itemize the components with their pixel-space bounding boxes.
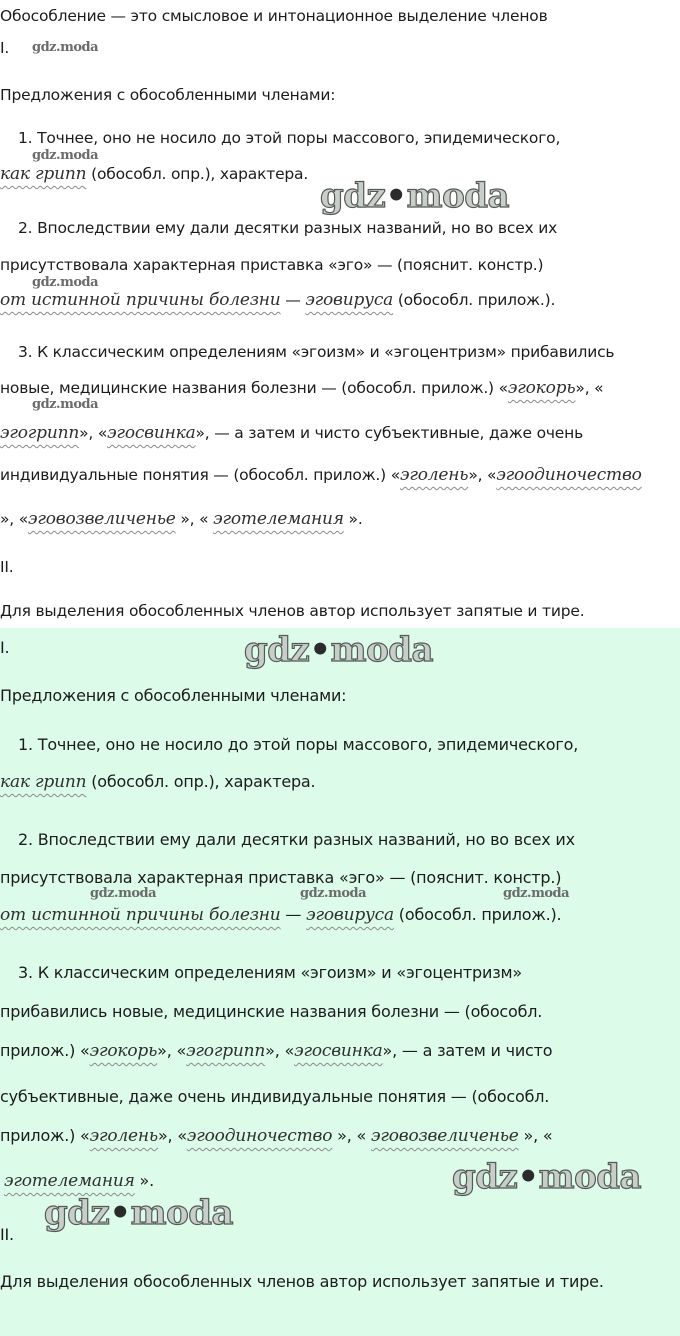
text: ».: [134, 1171, 155, 1190]
italic-egolen: эголень: [400, 465, 469, 485]
italic-egovelichenie: эговозвеличенье: [371, 1126, 519, 1146]
section-header: Предложения с обособленными членами:: [0, 86, 336, 104]
dash: —: [280, 905, 307, 924]
text: (обособл. прилож.).: [393, 291, 556, 309]
italic-egosvinka: эгосвинка: [294, 1041, 383, 1061]
watermark-dot: •: [309, 630, 331, 670]
watermark-dot: •: [517, 1157, 539, 1197]
watermark-word: moda: [130, 1193, 234, 1233]
italic-egolen: эголень: [89, 1126, 158, 1146]
watermark-small: gdz.moda: [503, 886, 570, 901]
sentence-2-line-2: присутствовала характерная приставка «эго» — (пояснит. констр.): [0, 256, 544, 274]
text: », «: [175, 510, 214, 528]
watermark-word: gdz: [44, 1193, 110, 1233]
text: », «: [468, 466, 497, 484]
watermark-small: gdz.moda: [300, 886, 367, 901]
text: », «: [79, 424, 108, 442]
italic-egogripp: эгогрипп: [0, 423, 80, 443]
italic-egovirusa: эговируса: [305, 290, 394, 310]
text: новые, медицинские названия болезни — (обособл. прилож.) «: [0, 379, 508, 397]
italic-phrase: от истинной причины болезни: [0, 290, 281, 310]
watermark-small: gdz.moda: [32, 397, 99, 412]
sentence-2-line-1: 2. Впоследствии ему дали десятки разных названий, но во всех их: [18, 830, 575, 849]
italic-egotelemania: эготелемания: [4, 1171, 135, 1191]
text: (обособл. опр.), характера.: [86, 772, 316, 791]
text: прилож.) «: [0, 1126, 90, 1145]
sentence-1-line-1: 1. Точнее, оно не носило до этой поры массового, эпидемического,: [18, 735, 579, 754]
text: (обособл. опр.), характера.: [86, 165, 309, 183]
text: », — а затем и чисто субъективные, даже очень: [195, 424, 584, 442]
watermark-small: gdz.moda: [90, 886, 157, 901]
sentence-3-line-4: [0, 465, 642, 485]
text: », «: [265, 1041, 295, 1060]
watermark-small: gdz.moda: [32, 275, 99, 290]
watermark-big: [244, 630, 433, 670]
text: », — а затем и чисто: [382, 1041, 553, 1060]
watermark-big: [320, 176, 509, 216]
conclusion: Для выделения обособленных членов автор использует запятые и тире.: [0, 602, 585, 620]
watermark-big: [452, 1157, 641, 1197]
watermark-small: gdz.moda: [32, 40, 99, 55]
italic-egotelemania: эготелемания: [213, 509, 344, 529]
sentence-1-line-2: [0, 772, 315, 792]
intro-line: Обособление — это смысловое и интонационное выделение членов: [0, 7, 548, 25]
watermark-dot: •: [385, 176, 407, 216]
watermark-word: moda: [330, 630, 434, 670]
italic-egokor: эгокорь: [89, 1041, 158, 1061]
text: », «: [575, 379, 604, 397]
watermark-big: [44, 1193, 233, 1233]
sentence-1-line-1: 1. Точнее, оно не носило до этой поры массового, эпидемического,: [18, 129, 561, 147]
italic-kak-gripp: как грипп: [0, 164, 87, 184]
text: индивидуальные понятия — (обособл. прилож.) «: [0, 466, 401, 484]
roman-1: I.: [0, 39, 10, 57]
sentence-3-line-5: [0, 509, 363, 529]
sentence-1-line-2: [0, 164, 308, 184]
italic-kak-gripp: как грипп: [0, 772, 87, 792]
italic-egokor: эгокорь: [507, 378, 576, 398]
text: », «: [0, 510, 29, 528]
sentence-3-line-6: [4, 1171, 154, 1191]
sentence-3-line-1: 3. К классическим определениям «эгоизм» и «эгоцентризм»: [18, 963, 522, 982]
italic-egovirusa: эговируса: [306, 905, 394, 925]
sentence-3-line-1: 3. К классическим определениям «эгоизм» и «эгоцентризм» прибавились: [18, 343, 615, 361]
watermark-word: gdz: [244, 630, 310, 670]
roman-1: I.: [0, 638, 10, 657]
sentence-2-line-3: [0, 290, 555, 310]
sentence-3-line-5: [0, 1126, 552, 1146]
sentence-3-line-2: прибавились новые, медицинские названия болезни — (обособл.: [0, 1002, 543, 1021]
text: (обособл. прилож.).: [393, 905, 562, 924]
sentence-2-line-2: присутствовала характерная приставка «эго» — (пояснит. констр.): [0, 868, 562, 887]
italic-egoodinochestvo: эгоодиночество: [186, 1126, 333, 1146]
italic-egosvinka: эгосвинка: [107, 423, 196, 443]
text: », «: [518, 1126, 553, 1145]
watermark-word: gdz: [320, 176, 386, 216]
sentence-2-line-3: [0, 905, 561, 925]
text: ».: [343, 510, 363, 528]
watermark-small: gdz.moda: [32, 148, 99, 163]
watermark-dot: •: [109, 1193, 131, 1233]
conclusion: Для выделения обособленных членов автор использует запятые и тире.: [0, 1272, 604, 1291]
roman-2: II.: [0, 558, 14, 576]
sentence-3-line-2: [0, 378, 603, 398]
sentence-3-line-3: [0, 1041, 552, 1061]
italic-phrase: от истинной причины болезни: [0, 905, 281, 925]
text: », «: [157, 1126, 187, 1145]
text: прилож.) «: [0, 1041, 90, 1060]
text: », «: [157, 1041, 187, 1060]
italic-egoodinochestvo: эгоодиночество: [496, 465, 642, 485]
roman-2: II.: [0, 1225, 14, 1244]
watermark-word: gdz: [452, 1157, 518, 1197]
dash: —: [280, 291, 306, 309]
watermark-word: moda: [538, 1157, 642, 1197]
sentence-3-line-3: [0, 423, 583, 443]
watermark-word: moda: [406, 176, 510, 216]
section-header: Предложения с обособленными членами:: [0, 686, 347, 705]
italic-egogripp: эгогрипп: [186, 1041, 266, 1061]
text: », «: [332, 1126, 371, 1145]
sentence-3-line-4: субъективные, даже очень индивидуальные понятия — (обособл.: [0, 1087, 550, 1106]
sentence-2-line-1: 2. Впоследствии ему дали десятки разных названий, но во всех их: [18, 219, 558, 237]
italic-egovelichenie: эговозвеличенье: [28, 509, 176, 529]
